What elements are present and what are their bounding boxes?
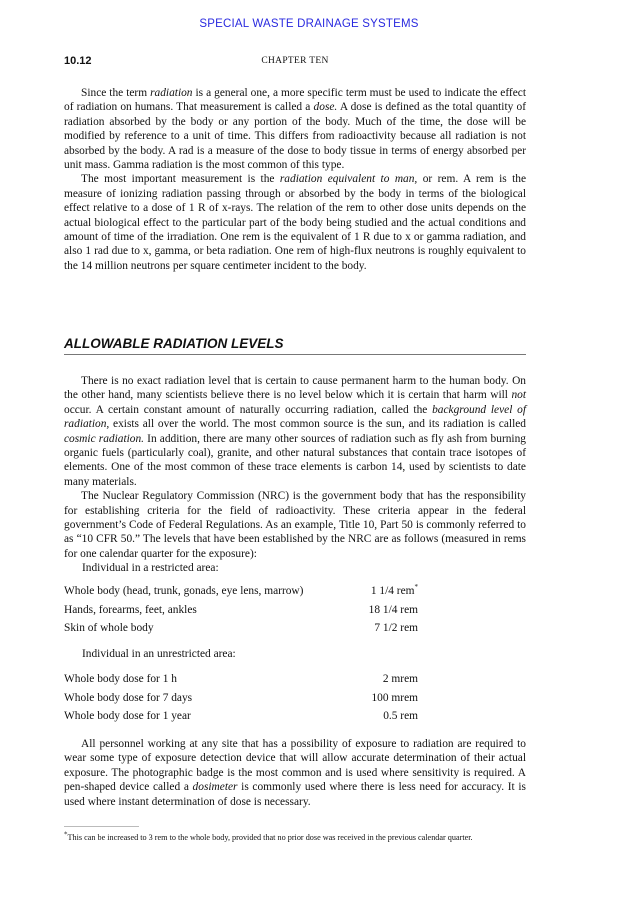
text-run: is a general one, a more specific term must be used to indicate the effect of radiation on humans. That measurement is called a	[64, 87, 526, 114]
text-run: All personnel working at any site that has a possibility of exposure to radiation are required to wear some type of exposure detection device that will allow accurate determination of their actual exposure. The photographic badge is the most common and is used where sensitivity is required. A pen-shaped device called a	[64, 738, 526, 794]
footnote-mark: *	[414, 583, 418, 592]
restricted-area-label: Individual in a restricted area:	[82, 562, 219, 574]
row-value: 0.5 rem	[383, 710, 418, 722]
paragraph-nrc: The Nuclear Regulatory Commission (NRC) is the government body that has the responsibility for establishing criteria for the field of radioactivity. These criteria appear in the federal government’s Code of Federal Regulations. As an example, Title 10, Part 50 is commonly referred to as “10 CFR 50.” The levels that have been established by the NRC are as follows (measured in rems for one calendar quarter for the exposure):	[64, 490, 526, 560]
footnote-text: This can be increased to 3 rem to the whole body, provided that no prior dose was received in the previous calendar quarter.	[67, 833, 473, 842]
row-item: Whole body dose for 1 year	[64, 710, 191, 722]
chapter-label: CHAPTER TEN	[261, 56, 329, 66]
row-item: Hands, forearms, feet, ankles	[64, 603, 197, 616]
row-value: 7 1/2 rem	[374, 622, 418, 634]
text-run: is commonly used where there is less need for accuracy. It is used where instant determination of dose is necessary.	[64, 781, 526, 808]
row-item: Whole body dose for 7 days	[64, 691, 193, 704]
text-run: There is no exact radiation level that is certain to cause permanent harm to the human body. On the other hand, many scientists believe there is no level below which it is certain that harm will	[64, 375, 526, 402]
text-run: A dose is defined as the total quantity of radiation absorbed by the body or any portion of the body. Much of the time, the dose will be modified by reference to a unit of time. This differs from radioactivity because all radiation is not absorbed by the body. A rad is a measure of the dose to body tissue in terms of energy absorbed per unit mass. Gamma radiation is the most common of this type.	[64, 101, 527, 172]
text-run: exists all over the world. The most common source is the sun, and its radiation is called	[109, 418, 526, 431]
table-row	[64, 673, 418, 692]
text-run: or rem. A rem is the measure of ionizing radiation passing through or absorbed by the body in terms of the biological effect relative to a dose of 1 R of x-rays. The relation of the rem to other dose units depends on the actual biological effect to the particular part of the body being studied and the actual conditions and amount of time of the irradiation. One rem is the equivalent of 1 R due to x or gamma radiation, and also 1 rad due to x, gamma, or beta radiation. One rem of high-flux neutrons is roughly equivalent to the 14 million neutrons per square centimeter incident to the body.	[64, 173, 527, 272]
footnote	[64, 832, 526, 843]
row-item: Skin of whole body	[64, 622, 154, 634]
table-row	[64, 692, 418, 711]
restricted-levels-table	[64, 585, 418, 641]
section-heading: ALLOWABLE RADIATION LEVELS	[64, 336, 526, 355]
row-item: Whole body (head, trunk, gonads, eye lens, marrow)	[64, 585, 304, 597]
italic-term: cosmic radiation.	[64, 432, 145, 445]
table-row	[64, 710, 418, 729]
footnote-mark: *	[64, 830, 68, 839]
row-value	[357, 585, 418, 604]
paragraph-dose	[64, 86, 526, 172]
paragraph-background	[64, 374, 526, 489]
table-row	[64, 585, 418, 604]
row-value: 100 mrem	[371, 691, 418, 704]
italic-term: not	[511, 389, 526, 402]
italic-term: radiation	[150, 87, 193, 99]
footnote-divider	[64, 826, 139, 827]
text-run: Since the term	[81, 87, 151, 99]
text-run: In addition, there are many other sources of radiation such as fly ash from burning organic fuels (particularly coal), granite, and other natural substances that contain trace isotopes of elements. One of the most common of these trace elements is carbon 14, used by scientists to date many materials.	[64, 432, 526, 488]
italic-term: dose.	[313, 101, 338, 114]
row-item: Whole body dose for 1 h	[64, 673, 177, 685]
closing-text	[64, 737, 526, 809]
table-row	[64, 604, 418, 623]
unrestricted-levels-table	[64, 673, 418, 729]
row-value: 18 1/4 rem	[368, 603, 418, 616]
row-value: 2 mrem	[382, 673, 418, 685]
table-row	[64, 622, 418, 641]
section-text	[64, 374, 526, 561]
unrestricted-area-label: Individual in an unrestricted area:	[82, 648, 236, 660]
page-number: 10.12	[64, 55, 92, 67]
intro-text	[64, 86, 526, 273]
paragraph-rem	[64, 172, 526, 273]
italic-term: dosimeter	[192, 781, 238, 794]
paragraph-dosimeter	[64, 737, 526, 809]
italic-term: background level of radiation,	[64, 403, 526, 431]
text-run: occur. A certain constant amount of naturally occurring radiation, called the	[64, 403, 433, 416]
text-run: The most important measurement is the	[81, 173, 280, 186]
running-head: SPECIAL WASTE DRAINAGE SYSTEMS	[199, 18, 419, 30]
italic-term: radiation equivalent to man,	[279, 173, 418, 186]
value-text: 1 1/4 rem	[370, 585, 415, 597]
